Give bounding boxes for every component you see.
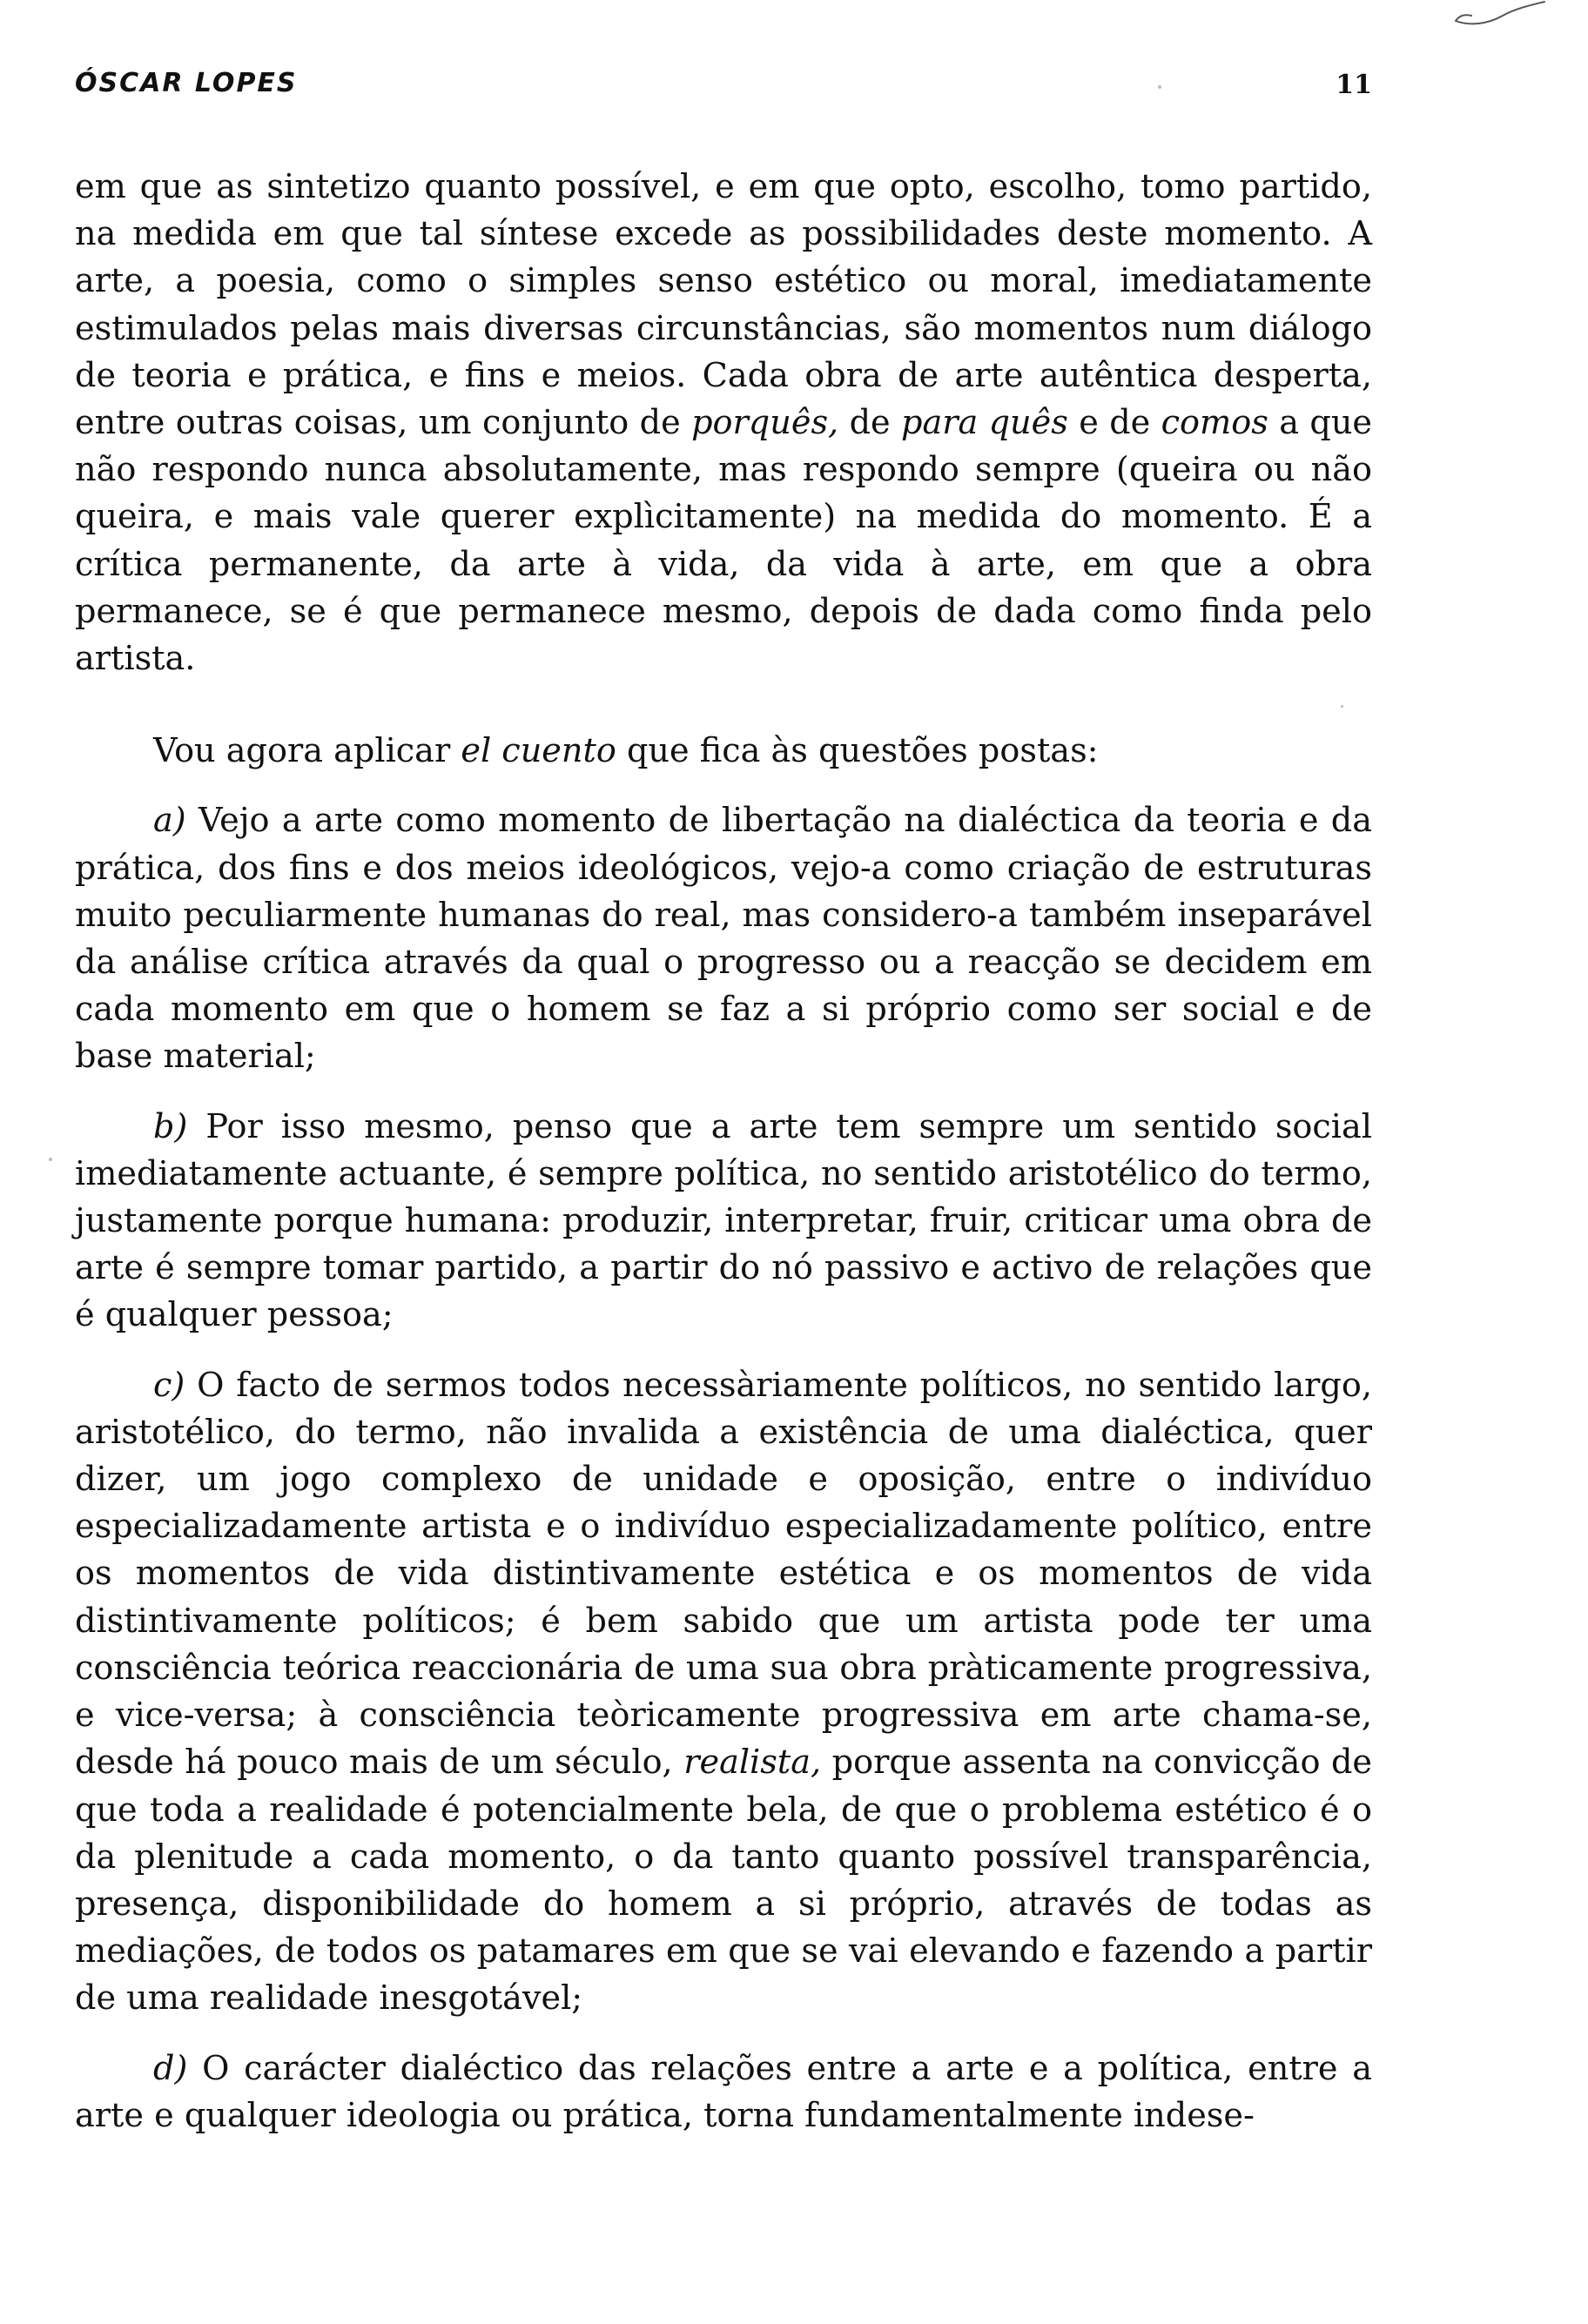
text-run: de: [838, 404, 901, 443]
text-run: Vou agora aplicar: [153, 732, 461, 771]
emphasis-para-ques: para quês: [901, 404, 1068, 443]
text-run: Vejo a arte como momento de libertação na dialéctica da teoria e da prática, dos fins e dos meios ideológicos, vejo-a como criação de estruturas muito peculiarmente humanas do real, mas considero-a também inseparável da análise crítica através da qual o progresso ou a reacção se decidem em cada momento em que o homem se faz a si próprio como ser social e de base material;: [75, 802, 1372, 1077]
paper-speck: [1341, 705, 1343, 708]
paragraph-continuation: [75, 164, 1372, 682]
emphasis-comos: comos: [1161, 404, 1268, 443]
text-run: Por isso mesmo, penso que a arte tem sempre um sentido social imediatamente actuante, é sempre política, no sentido aristotélico do termo, justamente porque humana: produzir, interpretar, fruir, criticar uma obra de arte é sempre tomar partido, a partir do nó passivo e activo de relações que é qualquer pessoa;: [75, 1107, 1372, 1335]
list-item-b: [75, 1104, 1372, 1340]
text-run: O carácter dialéctico das relações entre a arte e a política, entre a arte e qualquer ideologia ou prática, torna fundamentalmente indese-: [75, 2049, 1372, 2135]
pen-mark: [1452, 0, 1548, 35]
paragraph-intro: [75, 728, 1372, 775]
item-label: c): [153, 1366, 185, 1405]
text-run: O facto de sermos todos necessàriamente políticos, no sentido largo, aristotélico, do termo, não invalida a existência de uma dialéctica, quer dizer, um jogo complexo de unidade e oposição, entre o indivíduo especializadamente artista e o indivíduo especializadamente político, entre os momentos de vida distintivamente estética e os momentos de vida distintivamente políticos; é bem sabido que um artista pode ter uma consciência teórica reaccionária de uma sua obra pràticamente progressiva, e vice-versa; à consciência teòricamente progressiva em arte chama-se, desde há pouco mais de um século,: [75, 1366, 1372, 1783]
paper-speck: [1158, 85, 1161, 89]
text-run: a que não respondo nunca absolutamente, mas respondo sempre (queira ou não queira, e mais vale querer explìcitamente) na medida do momento. É a crítica permanente, da arte à vida, da vida à arte, em que a obra permanece, se é que permanece mesmo, depois de dada como finda pelo artista.: [75, 404, 1373, 679]
list-item-a: [75, 797, 1372, 1080]
running-head: ÓSCAR LOPES: [75, 68, 298, 98]
paper-speck: [49, 1158, 52, 1161]
emphasis-realista: realista,: [683, 1743, 822, 1783]
text-run: em que as sintetizo quanto possível, e em que opto, escolho, tomo partido, na medida em que tal síntese excede as possibilidades deste momento. A arte, a poesia, como o simples senso estético ou moral, imediatamente estimulados pelas mais diversas circunstâncias, são momentos num diálogo de teoria e prática, e fins e meios. Cada obra de arte autêntica desperta, entre outras coisas, um conjunto de: [75, 168, 1372, 443]
text-run: porque assenta na convicção de que toda a realidade é potencialmente bela, de que o problema estético é o da plenitude a cada momento, o da tanto quanto possível transparência, presença, disponibilidade do homem a si próprio, através de todas as mediações, de todos os patamares em que se vai elevando e fazendo a partir de uma realidade inesgotável;: [75, 1743, 1372, 2018]
item-label: a): [153, 802, 186, 841]
text-run: que fica às questões postas:: [616, 732, 1099, 771]
list-item-c: [75, 1362, 1372, 2023]
page-header: [75, 68, 1372, 111]
emphasis-porques: porquês,: [691, 404, 839, 443]
body-text: [75, 164, 1372, 2139]
list-item-d: [75, 2045, 1372, 2139]
item-label: d): [153, 2049, 188, 2088]
page-number: 11: [1336, 70, 1372, 100]
item-label: b): [153, 1107, 188, 1146]
text-run: e de: [1067, 404, 1161, 443]
emphasis-el-cuento: el cuento: [461, 732, 616, 771]
